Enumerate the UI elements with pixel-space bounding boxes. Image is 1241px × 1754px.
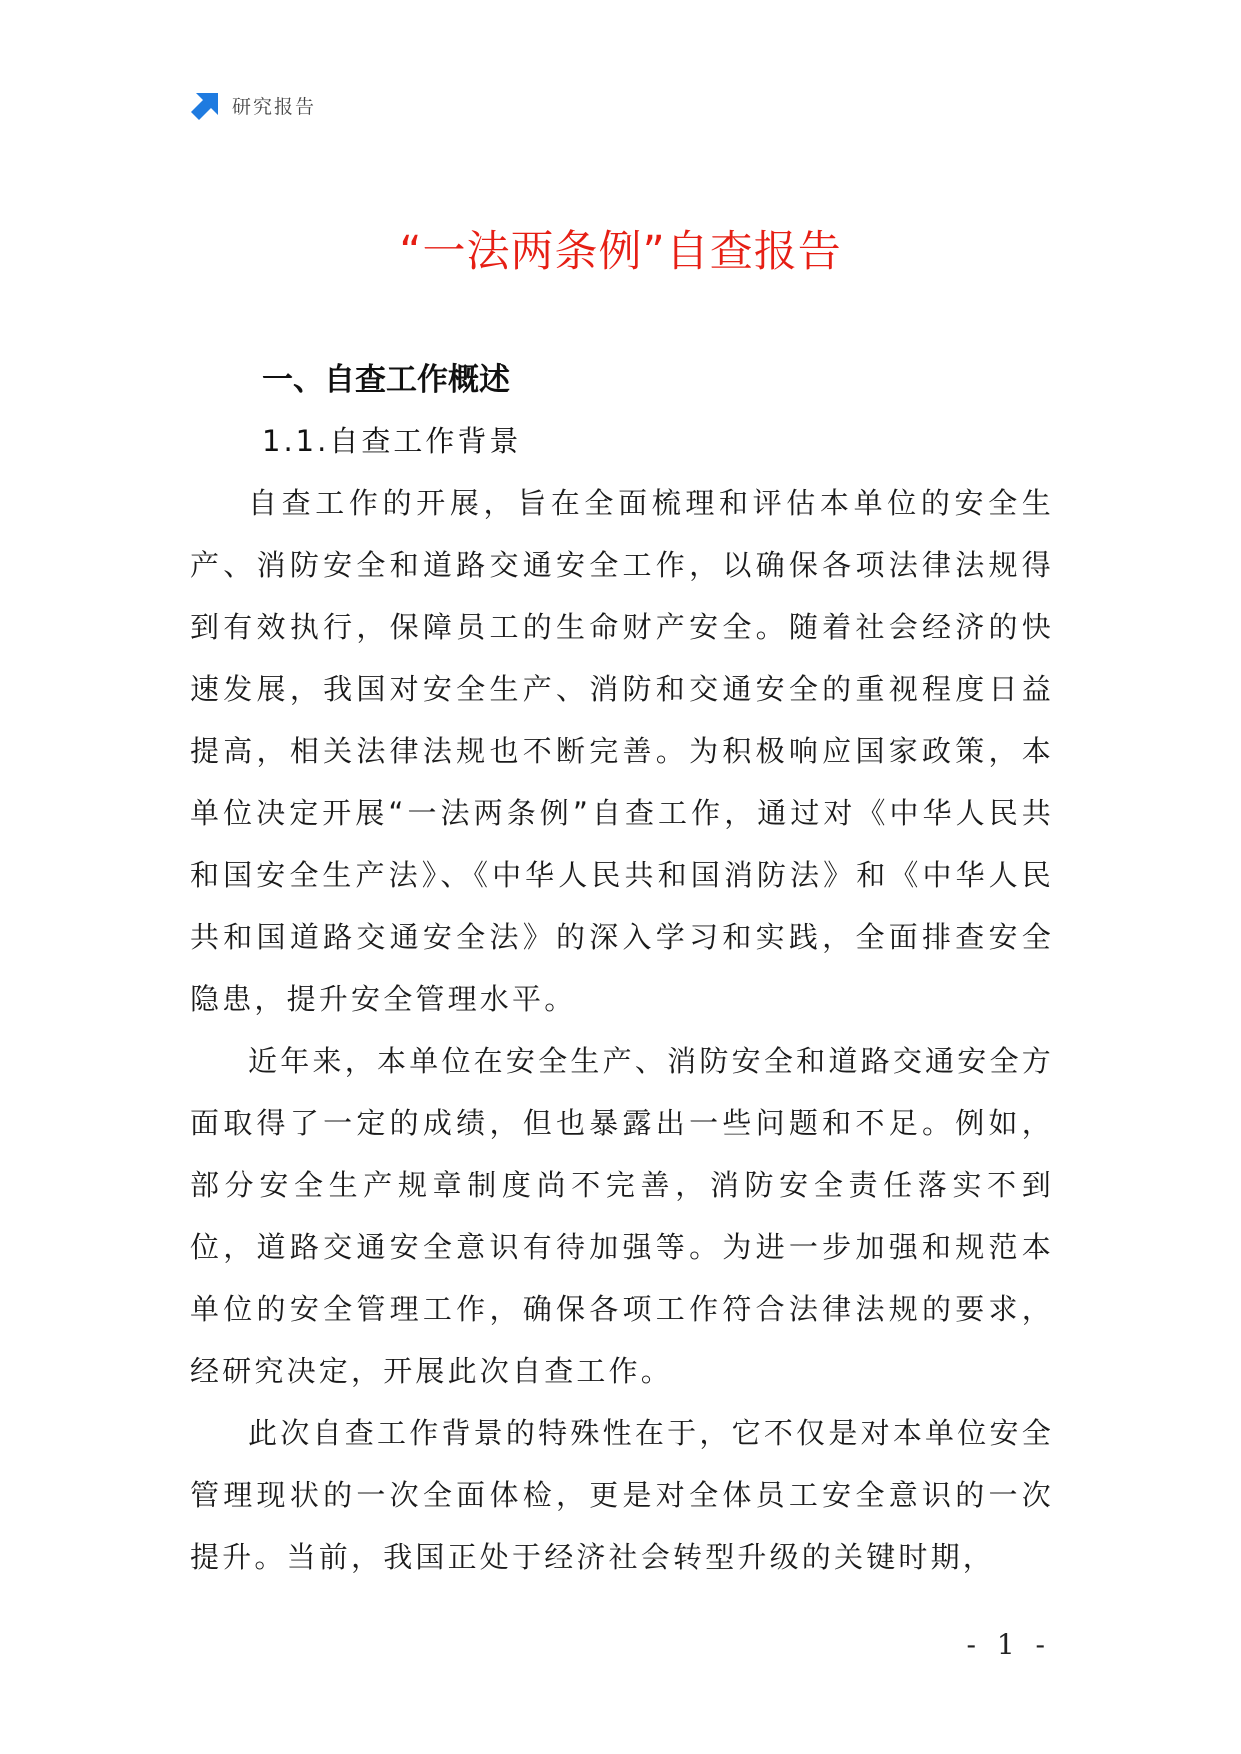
paragraph: 此次自查工作背景的特殊性在于，它不仅是对本单位安全管理现状的一次全面体检，更是对全体员工安全意识的一次提升。当前，我国正处于经济社会转型升级的关键时期， — [190, 1416, 1054, 1574]
header-label: 研究报告 — [232, 95, 317, 118]
paragraph: 近年来，本单位在安全生产、消防安全和道路交通安全方面取得了一定的成绩，但也暴露出一些问题和不足。例如，部分安全生产规章制度尚不完善，消防安全责任落实不到位，道路交通安全意识有待加强等。为进一步加强和规范本单位的安全管理工作，确保各项工作符合法律法规的要求，经研究决定，开展此次自查工作。 — [190, 1044, 1054, 1388]
document-header — [190, 88, 316, 122]
document-title: “一法两条例”自查报告 — [399, 227, 842, 277]
subsection-heading: 1.1.自查工作背景 — [262, 424, 522, 458]
document-body — [190, 350, 1054, 1588]
arrow-up-right-icon — [190, 89, 222, 121]
section-heading: 一、自查工作概述 — [262, 362, 510, 398]
paragraph: 自查工作的开展，旨在全面梳理和评估本单位的安全生产、消防安全和道路交通安全工作，以确保各项法律法规得到有效执行，保障员工的生命财产安全。随着社会经济的快速发展，我国对安全生产、消防和交通安全的重视程度日益提高，相关法律法规也不断完善。为积极响应国家政策，本单位决定开展“一法两条例”自查工作，通过对《中华人民共和国安全生产法》、《中华人民共和国消防法》和《中华人民共和国道路交通安全法》的深入学习和实践，全面排查安全隐患，提升安全管理水平。 — [190, 486, 1054, 1016]
page-number: - 1 - — [966, 1628, 1051, 1661]
